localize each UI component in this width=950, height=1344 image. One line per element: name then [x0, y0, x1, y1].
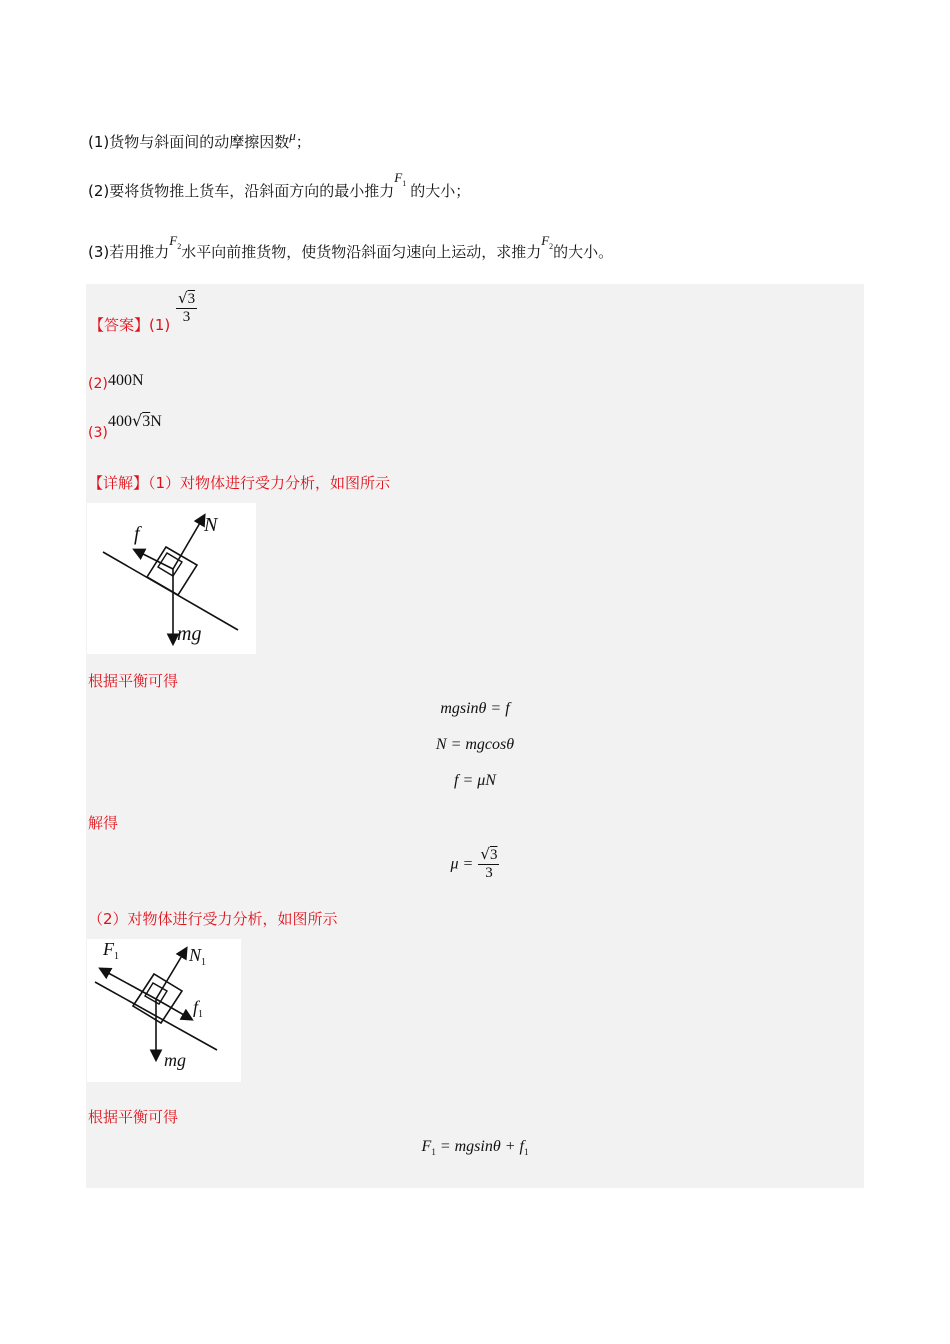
normal-force-arrow-1: [173, 516, 204, 569]
detail-heading: [88, 472, 390, 493]
question-1-text: (1)货物与斜面间的动摩擦因数: [88, 133, 290, 151]
question-2-text: (2)要将货物推上货车，沿斜面方向的最小推力: [88, 182, 395, 200]
force-diagram-1: [87, 503, 256, 654]
block-1: [147, 547, 197, 595]
fig2-label-f1-friction: $f_1$: [193, 997, 204, 1020]
question-3-text-c: 的大小。: [553, 243, 614, 261]
equation-3: f = μN: [454, 772, 496, 789]
block-2: [133, 974, 182, 1023]
f2-symbol-2: $F_2$: [541, 233, 554, 251]
fig2-label-n1: $N_1$: [189, 945, 207, 968]
question-3-text-a: (3)若用推力: [88, 243, 170, 261]
question-2-end: 的大小；: [410, 182, 471, 200]
detail-part2-intro: （2）对物体进行受力分析，如图所示: [88, 910, 338, 928]
fig1-label-n: N: [204, 514, 218, 536]
fig1-label-f: f: [134, 523, 140, 545]
mu-result-lhs: μ =: [450, 855, 474, 873]
answer-part3-label: (3): [88, 425, 108, 441]
fig2-label-mg: mg: [164, 1050, 186, 1070]
force-diagram-2: [87, 939, 241, 1082]
question-3-text-b: 水平向前推货物，使货物沿斜面匀速向上运动，求推力: [181, 243, 542, 261]
question-1-end: ；: [295, 133, 311, 151]
fig2-label-f1: $F_1$: [103, 939, 119, 962]
answer-part2-label: (2): [88, 376, 108, 392]
equation-1: mgsinθ = f: [440, 700, 510, 717]
balance-text-2: 根据平衡可得: [88, 1108, 179, 1126]
answer-part2-value: 400N: [108, 372, 144, 389]
question-3: [88, 233, 614, 262]
solve-text: 解得: [88, 814, 119, 832]
equation-2: N = mgcosθ: [435, 736, 515, 753]
question-1: [88, 128, 311, 152]
mu-result-fraction: $\frac{√3}{3}$: [480, 845, 498, 881]
answer-part1-label: (1): [149, 316, 171, 334]
balance-text-1: 根据平衡可得: [88, 672, 179, 690]
question-2: [88, 170, 471, 201]
fig1-label-mg: mg: [177, 623, 202, 645]
detail-part1-intro: （1）对物体进行受力分析，如图所示: [148, 474, 391, 492]
friction-arrow-2: [156, 999, 191, 1019]
f1-symbol: $F_1$: [394, 170, 407, 188]
detail-label: 【详解】: [88, 474, 149, 492]
answer-part3-value: 400√3N: [108, 411, 162, 430]
mu-symbol: μ: [289, 128, 296, 143]
equation-4: $F_1 = mgsin\theta + f_1$: [421, 1138, 529, 1157]
f2-symbol: $F_2$: [169, 233, 182, 251]
force-diagram-1-svg: [87, 503, 256, 654]
answer-label: 【答案】(1): [89, 316, 171, 334]
answer-part1-fraction: $\frac{√3}{3}$: [178, 289, 196, 325]
mu-result: [86, 846, 864, 882]
